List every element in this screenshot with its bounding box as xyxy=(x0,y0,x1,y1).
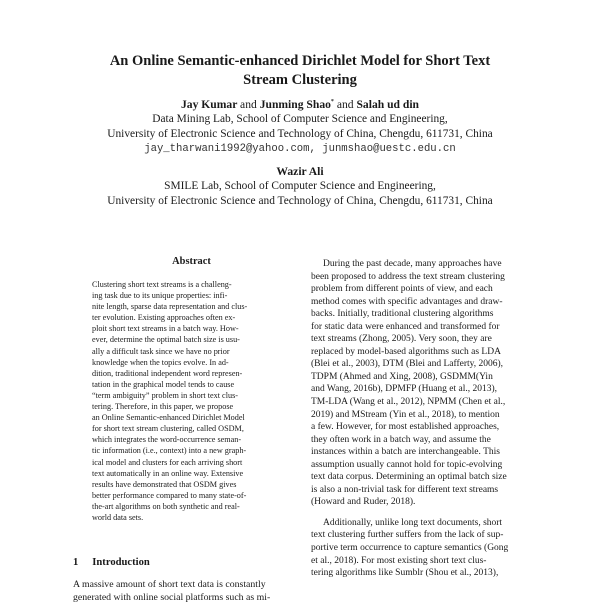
corresponding-author-mark: * xyxy=(330,99,334,105)
paragraph-line: for static data were enhanced and transformed for xyxy=(311,321,500,332)
abstract-line: ing task due to its unique properties: infi- xyxy=(92,291,228,301)
abstract-line: which integrates the word-occurrence seman- xyxy=(92,435,242,445)
paper-title xyxy=(0,52,600,90)
author-conjunction: and xyxy=(240,97,257,111)
paragraph-line: During the past decade, many approaches have xyxy=(323,259,502,269)
intro-line: generated with online social platforms such as mi- xyxy=(73,592,271,603)
abstract-line: dition, traditional independent word represen- xyxy=(92,368,243,378)
abstract-line: ical model and clusters for each arriving short xyxy=(92,457,243,467)
abstract-line: an Online Semantic-enhanced Dirichlet Model xyxy=(92,413,245,423)
paragraph-line: et al., 2018). For most existing short text clus- xyxy=(311,555,487,566)
paragraph-line: instances within a batch are interchangeable. This xyxy=(311,447,500,458)
abstract-line: text automatically in an online way. Extensive xyxy=(92,468,244,478)
paragraph-line: (Howard and Ruder, 2018). xyxy=(311,497,416,508)
section-heading-introduction xyxy=(73,557,150,568)
abstract-line: Clustering short text streams is a challeng- xyxy=(92,280,232,289)
affiliation-line: SMILE Lab, School of Computer Science and Engineering, xyxy=(164,180,436,192)
abstract-line: results have demonstrated that OSDM gives xyxy=(92,479,237,489)
paragraph-line: TM-LDA (Wang et al., 2012), NPMM (Chen et al., xyxy=(311,397,506,408)
abstract-line: nite length, sparse data representation and clus- xyxy=(92,302,248,312)
paragraph-line: text clustering further suffers from the lack of sup- xyxy=(311,530,504,541)
affiliation-line: Data Mining Lab, School of Computer Science and Engineering, xyxy=(152,112,448,125)
paragraph-line: method comes with specific advantages and draw- xyxy=(311,296,503,307)
paragraph-line: problem from different points of view, and each xyxy=(311,284,493,295)
section-title: Introduction xyxy=(92,557,150,568)
author-block-2 xyxy=(0,164,600,209)
paragraph-line: text streams (Zhong, 2005). Very soon, they are xyxy=(311,334,492,345)
abstract-line: the-art algorithms on both synthetic and real- xyxy=(92,501,240,511)
abstract-line: tering. Therefore, in this paper, we propose xyxy=(92,402,234,412)
abstract-line: better performance compared to many state-of- xyxy=(92,490,247,500)
author-conjunction: and xyxy=(336,97,354,111)
abstract-line: ter evolution. Existing approaches often ex- xyxy=(92,313,236,323)
paragraph-2 xyxy=(311,517,547,580)
affiliation-line: University of Electronic Science and Technology of China, Chengdu, 611731, China xyxy=(107,127,493,140)
abstract-heading: Abstract xyxy=(172,256,211,267)
right-column-text xyxy=(311,258,547,580)
abstract-line: world data sets. xyxy=(92,512,144,522)
paragraph-line: replaced by model-based algorithms such as LDA xyxy=(311,346,501,357)
abstract-line: knowledge when the topics evolve. In ad- xyxy=(92,357,229,367)
paragraph-line: a few. However, for most established approaches, xyxy=(311,422,500,433)
abstract-line: ally a difficult task since we have no prior xyxy=(92,346,230,356)
paragraph-line: and Wang, 2016b), DPMFP (Huang et al., 2013), xyxy=(311,384,498,395)
author-salah-ud-din: Salah ud din xyxy=(356,97,420,111)
title-line: An Online Semantic-enhanced Dirichlet Model for Short Text xyxy=(109,53,491,69)
author-jay-kumar: Jay Kumar xyxy=(180,97,238,111)
abstract-line: tation in the graphical model tends to cause xyxy=(92,379,235,389)
title-line: Stream Clustering xyxy=(243,72,357,88)
affiliation-line: University of Electronic Science and Technology of China, Chengdu, 611731, China xyxy=(107,195,493,207)
paragraph-line: (Blei et al., 2003), DTM (Blei and Lafferty, 2006), xyxy=(311,359,504,370)
intro-line: A massive amount of short text data is constantly xyxy=(73,579,266,590)
paragraph-line: 2019) and MStream (Yin et al., 2018), to mention xyxy=(311,409,500,420)
abstract-line: for short text stream clustering, called OSDM, xyxy=(92,424,244,434)
abstract-line: ploit short text streams in a batch way. How- xyxy=(92,324,239,334)
paragraph-line: they often work in a batch way, and assume the xyxy=(311,434,491,445)
paragraph-line: Additionally, unlike long text documents, short xyxy=(323,517,503,528)
author-emails: jay_tharwani1992@yahoo.com, junmshao@uestc.edu.cn xyxy=(144,142,456,155)
paragraph-line: text data corpus. Determining an optimal batch size xyxy=(311,472,507,483)
paragraph-1 xyxy=(311,258,547,509)
author-names xyxy=(0,95,600,112)
abstract-line: ever, determine the optimal batch size is usu- xyxy=(92,335,240,345)
paragraph-line: assumption usually cannot hold for topic-evolving xyxy=(311,459,503,470)
introduction-body xyxy=(73,578,309,604)
abstract-line: “term ambiguity” problem in short text clus- xyxy=(92,390,238,400)
paragraph-line: is also a non-trivial task for different text streams xyxy=(311,484,499,495)
author-junming-shao: Junming Shao xyxy=(259,97,331,111)
paragraph-line: TDPM (Ahmed and Xing, 2008), GSDMM(Yin xyxy=(311,371,493,382)
paragraph-line: backs. Initially, traditional clustering algorithms xyxy=(311,309,494,320)
section-number: 1 xyxy=(73,557,79,568)
paragraph-line: tering algorithms like Sumblr (Shou et al., 2013), xyxy=(311,568,499,579)
author-wazir-ali: Wazir Ali xyxy=(276,165,324,178)
abstract-line: tic information (i.e., context) into a new graph- xyxy=(92,446,247,456)
author-block-1 xyxy=(0,95,600,157)
paragraph-line: been proposed to address the text stream clustering xyxy=(311,271,505,282)
abstract-body xyxy=(92,279,291,523)
paragraph-line: portive term occurrence to capture semantics (Gong xyxy=(311,543,509,554)
